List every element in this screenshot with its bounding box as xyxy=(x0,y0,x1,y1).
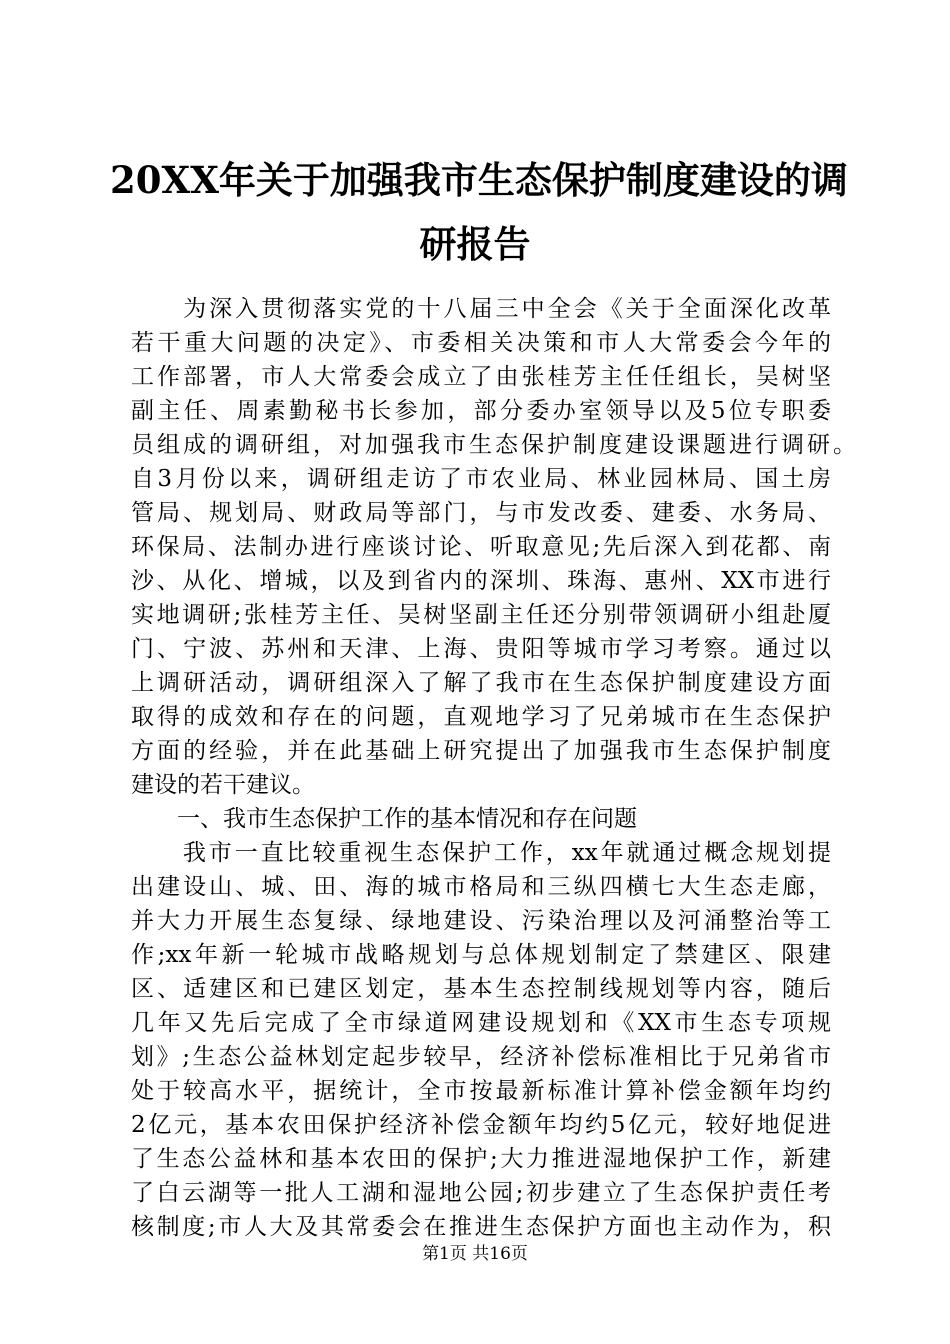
body-line: 工作部署，市人大常委会成立了由张桂芳主任任组长，吴树坚 xyxy=(131,364,831,390)
body-line: 2亿元，基本农田保护经济补偿金额年均约5亿元，较好地促进 xyxy=(131,1112,831,1138)
body-line: 划》;生态公益林划定起步较早，经济补偿标准相比于兄弟省市 xyxy=(131,1044,831,1070)
body-line: 门、宁波、苏州和天津、上海、贵阳等城市学习考察。通过以 xyxy=(131,636,831,662)
body-line: 副主任、周素勤秘书长参加，部分委办室领导以及5位专职委 xyxy=(131,398,831,424)
body-line: 员组成的调研组，对加强我市生态保护制度建设课题进行调研。 xyxy=(131,432,856,458)
body-line: 处于较高水平，据统计，全市按最新标准计算补偿金额年均约 xyxy=(131,1078,831,1104)
body-line: 几年又先后完成了全市绿道网建设规划和《XX市生态专项规 xyxy=(131,1010,831,1036)
body-line: 并大力开展生态复绿、绿地建设、污染治理以及河涌整治等工 xyxy=(131,908,831,934)
body-line: 出建设山、城、田、海的城市格局和三纵四横七大生态走廊， xyxy=(131,874,831,900)
body-line: 了白云湖等一批人工湖和湿地公园;初步建立了生态保护责任考 xyxy=(131,1180,831,1206)
body-line: 区、适建区和已建区划定，基本生态控制线规划等内容，随后 xyxy=(131,976,831,1002)
body-line: 方面的经验，并在此基础上研究提出了加强我市生态保护制度 xyxy=(131,738,831,764)
body-line: 管局、规划局、财政局等部门，与市发改委、建委、水务局、 xyxy=(131,500,831,526)
document-title-line-1: 20XX年关于加强我市生态保护制度建设的调 xyxy=(110,158,848,202)
body-line: 核制度;市人大及其常委会在推进生态保护方面也主动作为，积 xyxy=(131,1214,831,1240)
body-line: 了生态公益林和基本农田的保护;大力推进湿地保护工作，新建 xyxy=(131,1146,831,1172)
body-line: 我市一直比较重视生态保护工作，xx年就通过概念规划提 xyxy=(131,840,831,866)
body-line: 建设的若干建议。 xyxy=(131,772,315,798)
body-line: 取得的成效和存在的问题，直观地学习了兄弟城市在生态保护 xyxy=(131,704,831,730)
body-line: 若干重大问题的决定》、市委相关决策和市人大常委会今年的 xyxy=(131,330,831,356)
body-line: 为深入贯彻落实党的十八届三中全会《关于全面深化改革 xyxy=(131,296,831,322)
section-heading: 一、我市生态保护工作的基本情况和存在问题 xyxy=(131,806,637,832)
body-line: 作;xx年新一轮城市战略规划与总体规划制定了禁建区、限建 xyxy=(131,942,831,968)
body-line: 环保局、法制办进行座谈讨论、听取意见;先后深入到花都、南 xyxy=(131,534,831,560)
body-line: 自3月份以来，调研组走访了市农业局、林业园林局、国土房 xyxy=(131,466,831,492)
body-line: 上调研活动，调研组深入了解了我市在生态保护制度建设方面 xyxy=(131,670,831,696)
body-line: 沙、从化、增城，以及到省内的深圳、珠海、惠州、XX市进行 xyxy=(131,568,831,594)
body-line: 实地调研;张桂芳主任、吴树坚副主任还分别带领调研小组赴厦 xyxy=(131,602,831,628)
document-title-line-2: 研报告 xyxy=(419,222,531,266)
page-number-footer: 第1页 共16页 xyxy=(422,1244,528,1264)
